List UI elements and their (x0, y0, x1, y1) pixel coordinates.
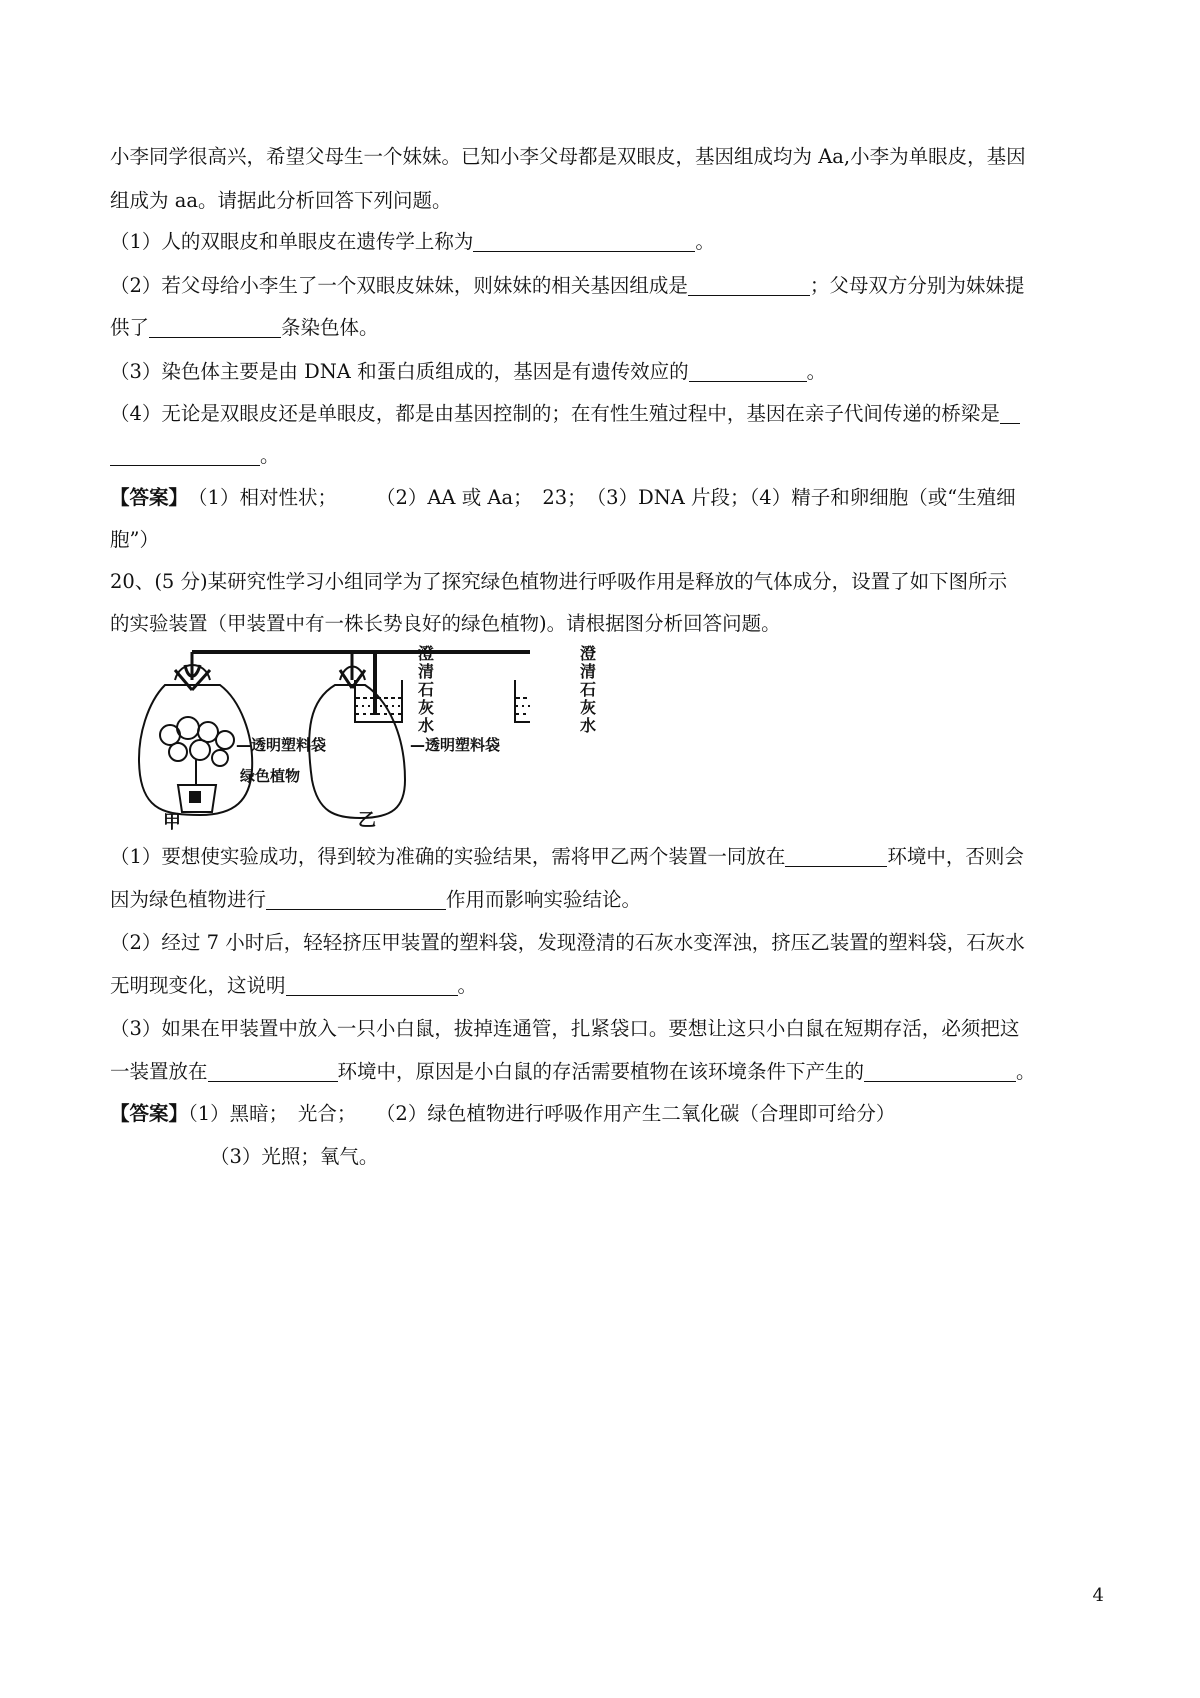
page-number: 4 (1092, 1585, 1104, 1606)
answer-blank[interactable] (689, 361, 807, 382)
q19-part-1-text: （1）人的双眼皮和单眼皮在遗传学上称为 (110, 230, 474, 253)
label-bag-yi: —透明塑料袋 (410, 736, 501, 754)
beaker-jia (355, 680, 402, 722)
q20-part-1-text-b: 环境中，否则会 (887, 845, 1024, 868)
q19-part-2-text-d: 条染色体。 (281, 316, 379, 339)
label-plant: 绿色植物 (240, 767, 301, 785)
q20-part-3-cont (110, 1058, 1036, 1086)
label-bag-jia: —透明塑料袋 (236, 736, 327, 754)
q20-stem-line-2: 的实验装置（甲装置中有一株长势良好的绿色植物)。请根据图分析回答问题。 (110, 612, 781, 635)
answer-blank[interactable] (1000, 403, 1020, 424)
q19-part-4-tail: 。 (260, 444, 280, 467)
q19-part-2-text-c: 供了 (110, 316, 150, 339)
label-jia: 甲 (163, 812, 181, 833)
answer-tag: 【答案】 (110, 486, 179, 509)
q20-stem-line-1: 20、(5 分)某研究性学习小组同学为了探究绿色植物进行呼吸作用是释放的气体成分，设置了如下图所示 (110, 570, 1008, 593)
intro-line-2: 组成为 aa。请据此分析回答下列问题。 (110, 189, 452, 212)
answer-blank[interactable] (473, 231, 695, 252)
label-bag-jia-text: 透明塑料袋 (251, 736, 327, 754)
q19-part-4 (110, 400, 1020, 428)
q20-part-3-text-b: 一装置放在 (110, 1060, 208, 1083)
q20-part-2: （2）经过 7 小时后，轻轻挤压甲装置的塑料袋，发现澄清的石灰水变浑浊，挤压乙装置的塑料袋，石灰水 (110, 931, 1025, 954)
label-limewater-jia: 澄清石灰水 (418, 644, 435, 735)
q19-part-2-text-b: ；父母双方分别为妹妹提 (809, 274, 1025, 297)
q20-part-1-cont (110, 886, 641, 914)
intro-line-1: 小李同学很高兴，希望父母生一个妹妹。已知小李父母都是双眼皮，基因组成均为 Aa,小李为单眼皮，基因 (110, 145, 1026, 168)
q20-answer-line-2: （3）光照；氧气。 (210, 1145, 379, 1168)
q19-part-3-tail: 。 (806, 360, 827, 383)
answer-blank[interactable] (266, 889, 446, 910)
answer-blank[interactable] (110, 445, 260, 466)
answer-blank[interactable] (864, 1061, 1016, 1082)
q20-part-1-text-c: 因为绿色植物进行 (110, 888, 267, 911)
q19-part-4-cont (110, 442, 280, 470)
q20-part-1-text-a: （1）要想使实验成功，得到较为准确的实验结果，需将甲乙两个装置一同放在 (110, 845, 786, 868)
q20-part-3-text-d: 。 (1016, 1060, 1036, 1083)
q19-part-2 (110, 272, 1024, 300)
answer-blank[interactable] (286, 975, 458, 996)
q19-part-4-text: （4）无论是双眼皮还是单眼皮，都是由基因控制的；在有性生殖过程中，基因在亲子代间传递的桥梁是 (110, 402, 1000, 425)
answer-blank[interactable] (208, 1061, 338, 1082)
q20-answer-text: （1）黑暗； 光合； （2）绿色植物进行呼吸作用产生二氧化碳（合理即可给分） (188, 1102, 896, 1125)
answer-tag: 【答案】 (110, 1102, 189, 1125)
label-yi: 乙 (358, 810, 376, 831)
label-limewater-yi: 澄清石灰水 (580, 644, 597, 735)
q20-part-1-text-d: 作用而影响实验结论。 (446, 888, 642, 911)
answer-blank[interactable] (149, 317, 281, 338)
q20-part-2-cont (110, 972, 477, 1000)
q19-answer-line-1 (110, 484, 1016, 512)
q20-part-3: （3）如果在甲装置中放入一只小白鼠，拔掉连通管，扎紧袋口。要想让这只小白鼠在短期存活，必须把这 (110, 1017, 1020, 1040)
label-bag-yi-text: 透明塑料袋 (425, 736, 501, 754)
q20-answer-line-1 (110, 1100, 895, 1128)
q20-part-1 (110, 843, 1024, 871)
q19-part-1 (110, 228, 715, 256)
answer-blank[interactable] (688, 275, 810, 296)
q20-part-2-text-b: 无明现变化，这说明 (110, 974, 286, 997)
answer-blank[interactable] (785, 846, 887, 867)
q19-part-2-text-a: （2）若父母给小李生了一个双眼皮妹妹，则妹妹的相关基因组成是 (110, 274, 688, 297)
q20-part-2-text-c: 。 (457, 974, 478, 997)
q19-answer-line-2: 胞”） (110, 528, 159, 551)
q19-part-3 (110, 358, 826, 386)
q19-part-3-text: （3）染色体主要是由 DNA 和蛋白质组成的，基因是有遗传效应的 (110, 360, 689, 383)
q19-part-1-tail: 。 (695, 230, 715, 253)
q20-part-3-text-c: 环境中，原因是小白鼠的存活需要植物在该环境条件下产生的 (337, 1060, 865, 1083)
beaker-yi (515, 680, 530, 722)
q19-part-2-cont (110, 314, 379, 342)
q19-answer-text: （1）相对性状； （2）AA 或 Aa； 23； （3）DNA 片段；（4）精子和卵细胞（或“生殖细 (197, 486, 1016, 509)
